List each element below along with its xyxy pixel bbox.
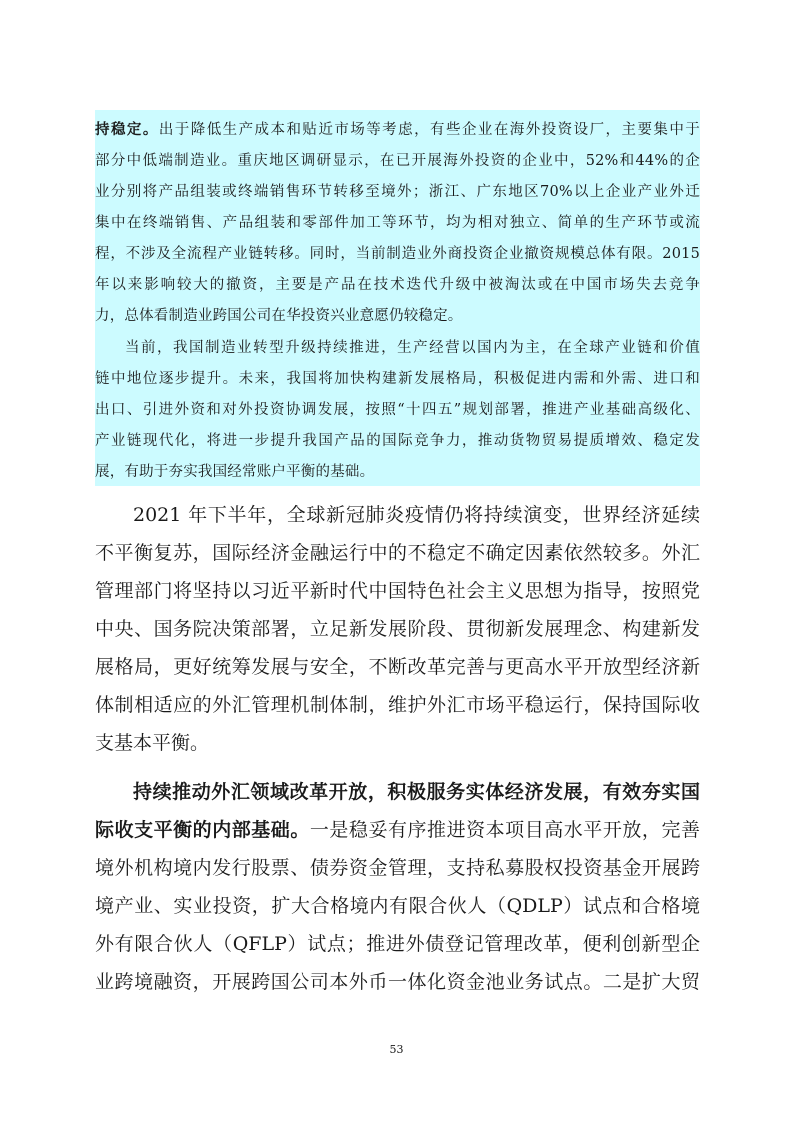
box-line: 产业链现代化，将进一步提升我国产品的国际竞争力，推动货物贸易提质增效、稳定发 bbox=[95, 433, 700, 449]
box-line: 程，不涉及全流程产业链转移。同时，当前制造业外商投资企业撤资规模总体有限。2015 bbox=[95, 246, 700, 262]
paragraph-line: 际收支平衡的内部基础。一是稳妥有序推进资本项目高水平开放，完善 bbox=[95, 819, 700, 841]
paragraph-line: 2021 年下半年，全球新冠肺炎疫情仍将持续演变，世界经济延续 bbox=[133, 504, 700, 526]
paragraph-line: 业跨境融资，开展跨国公司本外币一体化资金池业务试点。二是扩大贸 bbox=[95, 971, 700, 993]
page-number: 53 bbox=[389, 1043, 404, 1056]
box-line: 年以来影响较大的撤资，主要是产品在技术迭代升级中被淘汰或在中国市场失去竞争 bbox=[95, 277, 700, 293]
paragraph-line: 展格局，更好统筹发展与安全，不断改革完善与更高水平开放型经济新 bbox=[95, 656, 700, 678]
paragraph-line: 外有限合伙人（QFLP）试点；推进外债登记管理改革，便利创新型企 bbox=[95, 933, 700, 955]
paragraph-line: 境产业、实业投资，扩大合格境内有限合伙人（QDLP）试点和合格境 bbox=[95, 895, 700, 917]
box-line: 集中在终端销售、产品组装和零部件加工等环节，均为相对独立、简单的生产环节或流 bbox=[95, 215, 700, 231]
paragraph-line: 持续推动外汇领域改革开放，积极服务实体经济发展，有效夯实国 bbox=[133, 781, 700, 803]
box-line: 出口、引进外资和对外投资协调发展，按照“十四五”规划部署，推进产业基础高级化、 bbox=[95, 402, 700, 418]
box-line: 展，有助于夯实我国经常账户平衡的基础。 bbox=[95, 464, 375, 480]
paragraph-line: 中央、国务院决策部署，立足新发展阶段、贯彻新发展理念、构建新发 bbox=[95, 618, 700, 640]
paragraph-line: 体制相适应的外汇管理机制体制，维护外汇市场平稳运行，保持国际收 bbox=[95, 694, 700, 716]
paragraph-line: 不平衡复苏，国际经济金融运行中的不稳定不确定因素依然较多。外汇 bbox=[95, 542, 700, 564]
box-line: 力，总体看制造业跨国公司在华投资兴业意愿仍较稳定。 bbox=[95, 308, 463, 324]
box-line: 持稳定。出于降低生产成本和贴近市场等考虑，有些企业在海外投资设厂，主要集中于 bbox=[95, 121, 701, 138]
paragraph-line: 境外机构境内发行股票、债券资金管理，支持私募股权投资基金开展跨 bbox=[95, 857, 700, 879]
paragraph-line: 管理部门将坚持以习近平新时代中国特色社会主义思想为指导，按照党 bbox=[95, 580, 700, 602]
box-line: 链中地位逐步提升。未来，我国将加快构建新发展格局，积极促进内需和外需、进口和 bbox=[95, 371, 700, 387]
box-line: 部分中低端制造业。重庆地区调研显示，在已开展海外投资的企业中，52%和44%的企 bbox=[95, 153, 700, 169]
box-line: 当前，我国制造业转型升级持续推进，生产经营以国内为主，在全球产业链和价值 bbox=[125, 340, 700, 356]
paragraph-line: 支基本平衡。 bbox=[95, 732, 210, 754]
box-line: 业分别将产品组装或终端销售环节转移至境外；浙江、广东地区70%以上企业产业外迁 bbox=[95, 184, 700, 200]
